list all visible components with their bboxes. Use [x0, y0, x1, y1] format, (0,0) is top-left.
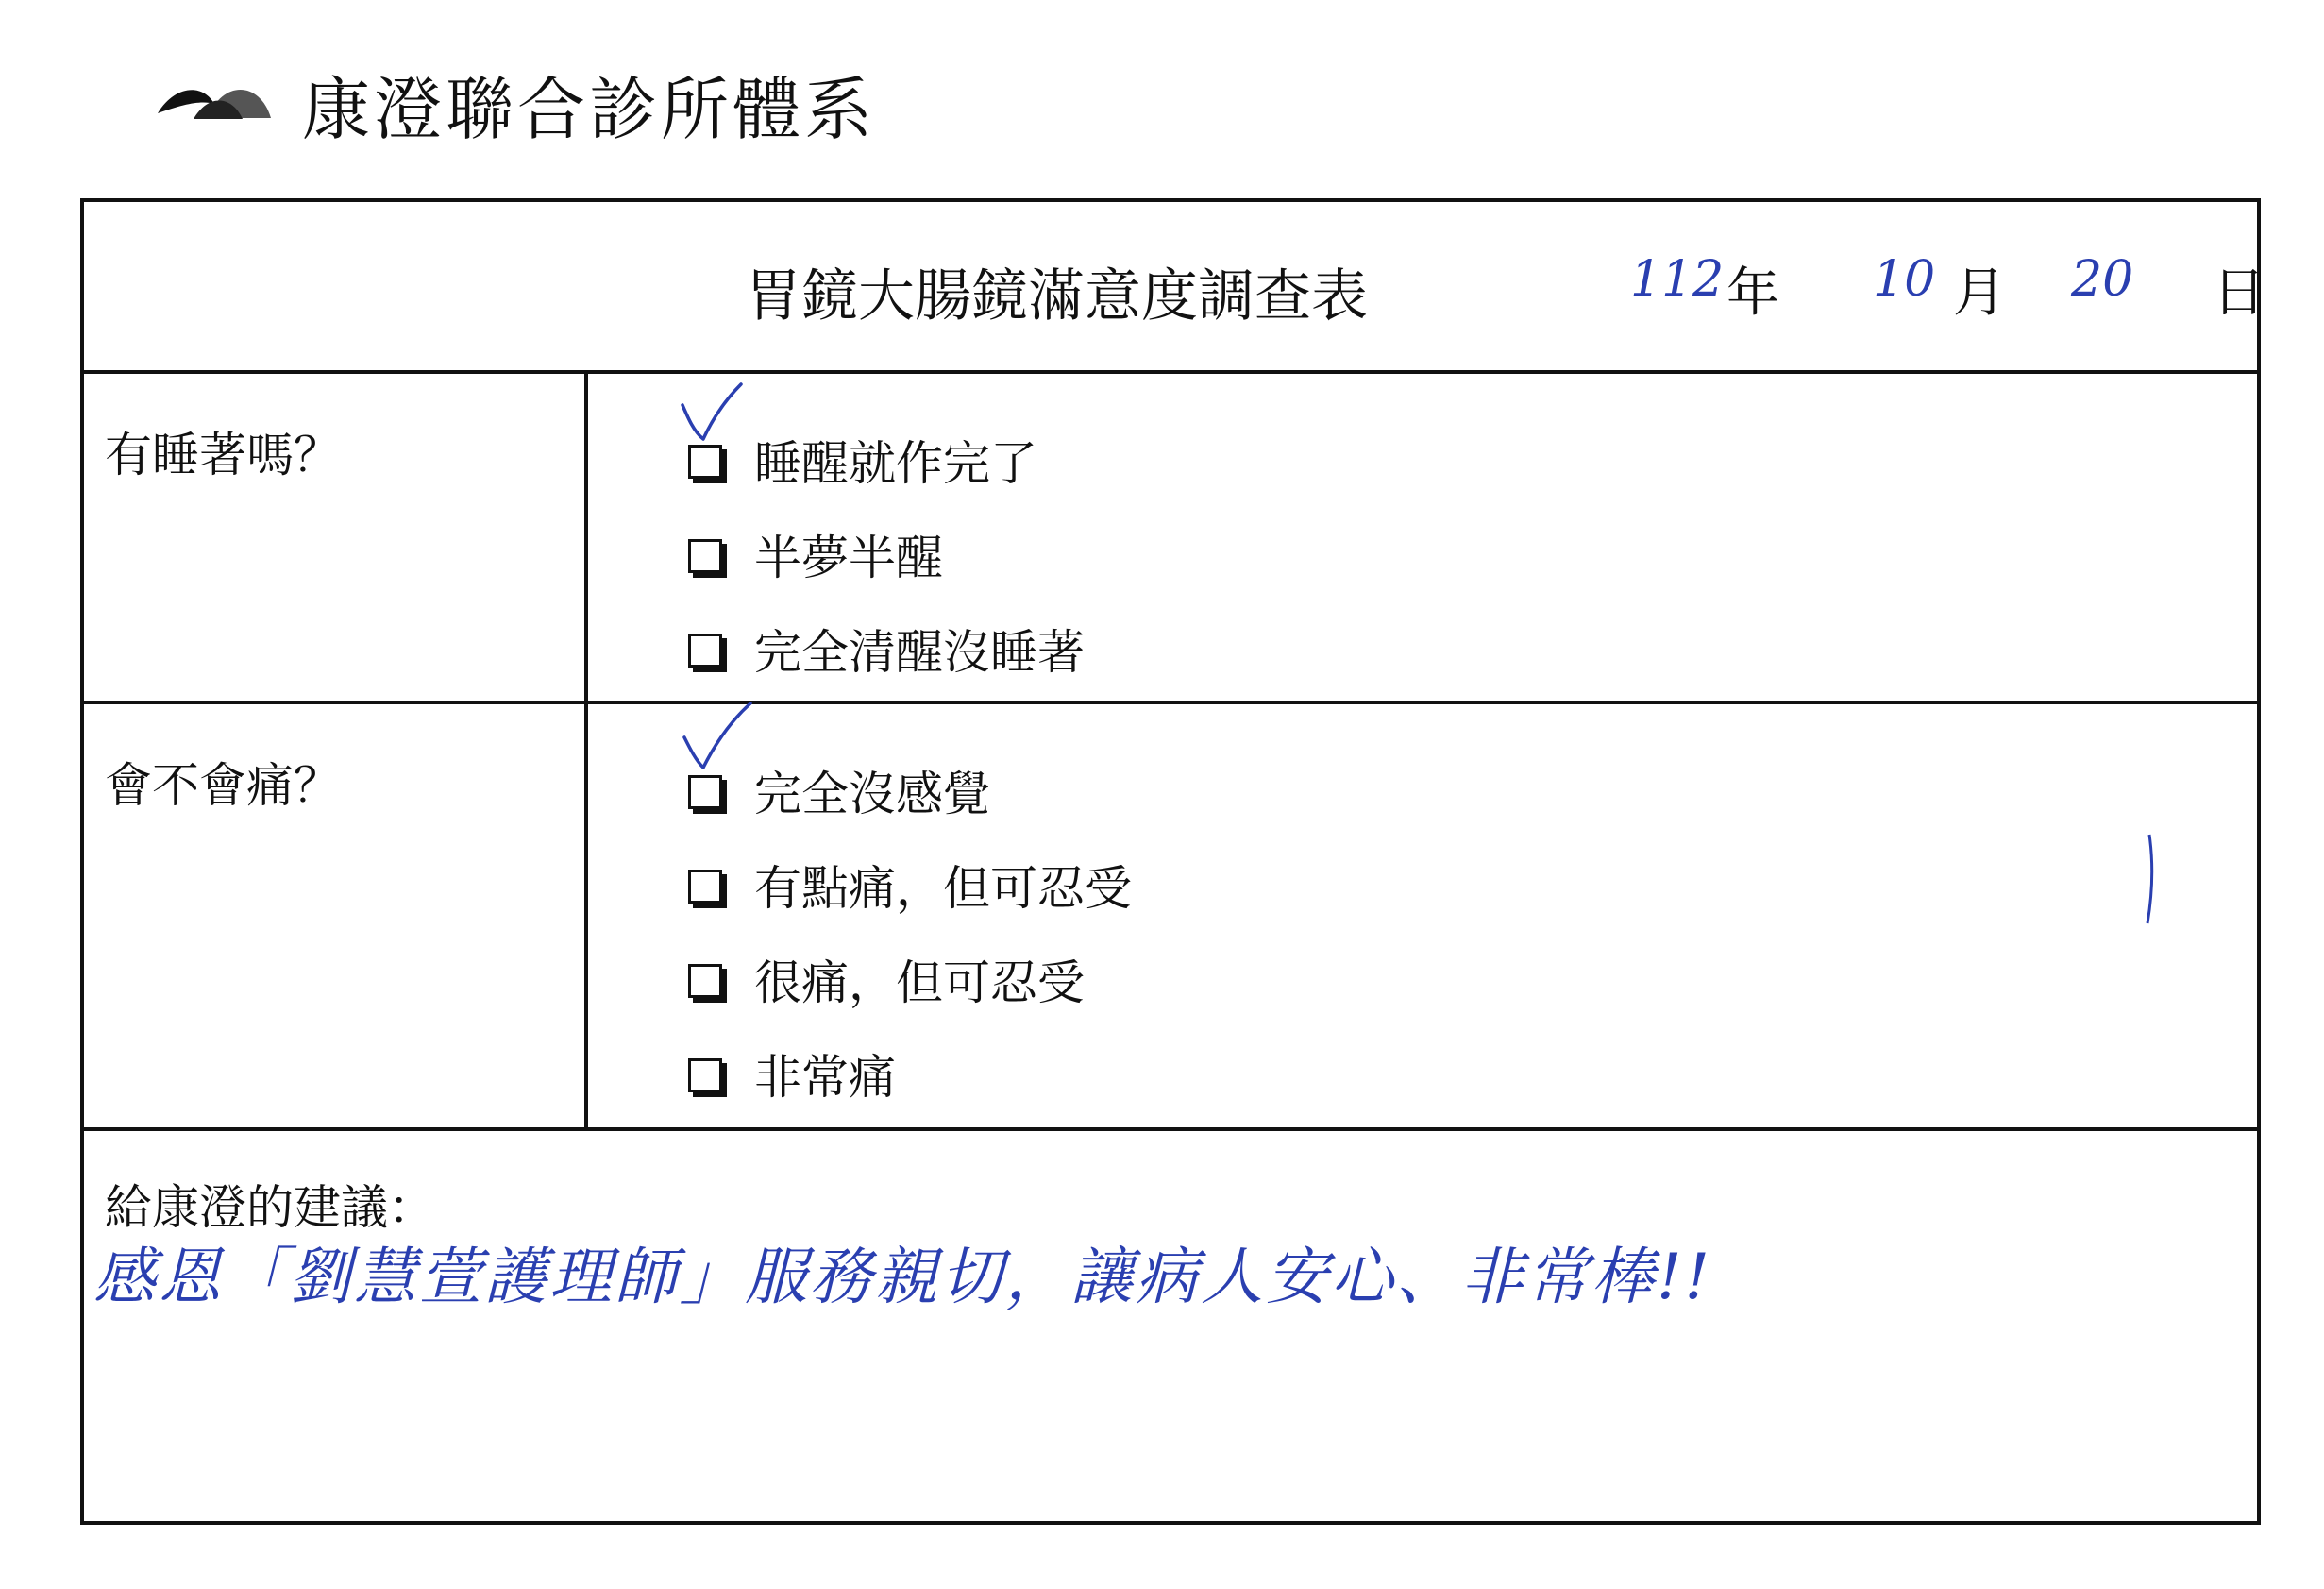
handwritten-suggestion: 感恩「劉慧萱護理師」服務親切，讓病人安心、非常棒!!: [93, 1241, 1713, 1313]
checkbox[interactable]: [688, 870, 722, 904]
option-sleep-3[interactable]: [688, 601, 1085, 696]
clinic-header: [156, 52, 876, 156]
question-pain-label: 會不會痛？: [105, 758, 341, 813]
option-label: 完全沒感覺: [754, 767, 990, 821]
option-label: 有點痛，但可忍受: [754, 861, 1132, 916]
pain-options: [688, 743, 1132, 1121]
sleep-options: [688, 413, 1085, 696]
option-label: 睡醒就作完了: [754, 436, 1037, 491]
date-month-value: 10: [1873, 251, 1936, 308]
checkbox[interactable]: [688, 634, 722, 668]
date-year-value: 112: [1630, 251, 1725, 308]
suggestion-label: 給康澄的建議：: [105, 1180, 435, 1235]
checkbox[interactable]: [688, 964, 722, 998]
leaf-logo-icon: [156, 76, 274, 132]
pen-stroke-mark: [2142, 833, 2161, 927]
question-sleep-label: 有睡著嗎？: [105, 428, 341, 482]
option-pain-3[interactable]: [688, 932, 1132, 1026]
option-pain-1[interactable]: [688, 743, 1132, 837]
option-label: 半夢半醒: [754, 531, 943, 585]
suggestion-row: [84, 1127, 2257, 1521]
option-sleep-2[interactable]: [688, 507, 1085, 601]
survey-form: [80, 198, 2265, 1525]
option-pain-2[interactable]: [688, 837, 1132, 932]
column-divider: [584, 370, 588, 701]
option-label: 完全清醒沒睡著: [754, 625, 1085, 680]
option-label: 非常痛: [754, 1050, 896, 1105]
date-month-unit: 月: [1953, 262, 2006, 324]
date-year-unit: 年: [1726, 262, 1779, 324]
column-divider: [584, 701, 588, 1127]
date-day-unit: 日: [2213, 262, 2265, 324]
title-row: [84, 202, 2265, 374]
checkmark-icon: [675, 690, 760, 794]
question-row-pain: [84, 701, 2257, 1131]
clinic-name: 康澄聯合診所體系: [302, 70, 877, 149]
checkmark-icon: [675, 377, 760, 462]
checkbox[interactable]: [688, 539, 722, 573]
option-sleep-1[interactable]: [688, 413, 1085, 507]
question-row-sleep: [84, 370, 2257, 704]
option-label: 很痛，但可忍受: [754, 955, 1085, 1010]
checkbox[interactable]: [688, 1058, 722, 1092]
form-title: 胃鏡大腸鏡滿意度調查表: [745, 263, 1368, 330]
option-pain-4[interactable]: [688, 1026, 1132, 1121]
date-day-value: 20: [2071, 251, 2134, 308]
